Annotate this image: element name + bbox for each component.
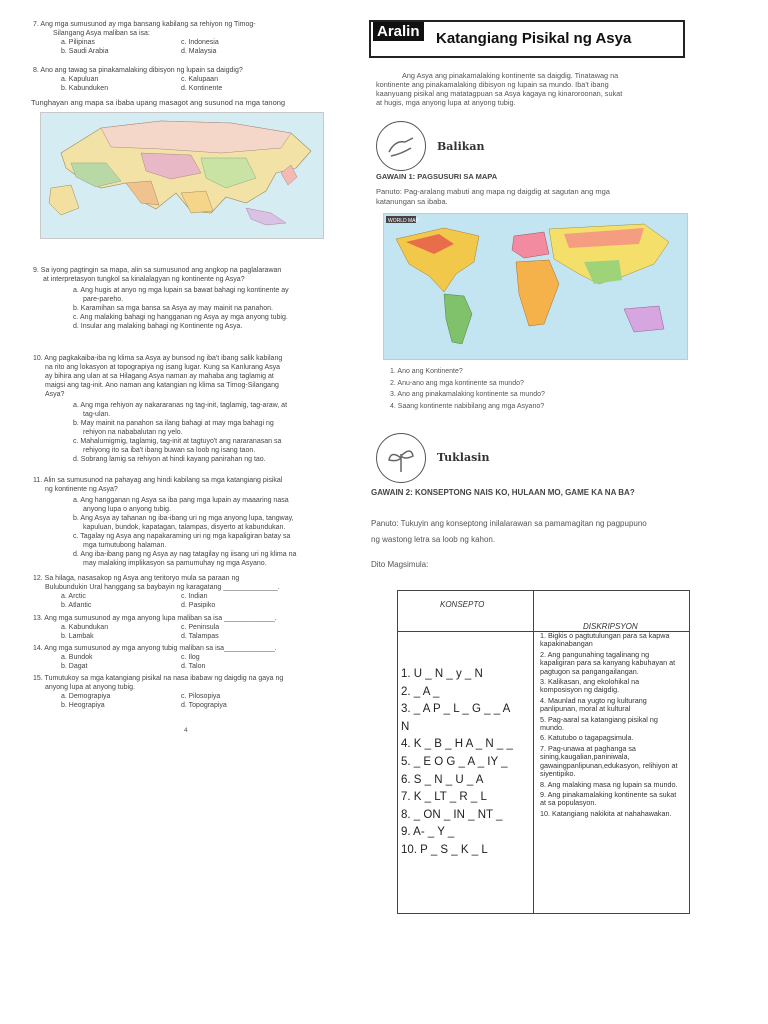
clue-item: 9. A- _ Y _ [401,826,455,839]
option: d. Pasipiko [181,602,216,609]
dito-magsimula: Dito Magsimula: [371,560,429,569]
description-item: 3. Kalikasan, ang ekolohikal na komposisyon ng daigdig. [540,677,640,695]
question-10 [33,354,343,464]
question-14-stem: 14. Ang mga sumusunod ay mga anyong tubig maliban sa isa_____________. [33,645,277,652]
option: c. Pilosopiya [181,693,221,700]
question-10-line: maigsi ang tag-init. Ano naman ang katangian ng klima sa Timog-Silangang [45,382,279,389]
clue-item: 6. S _ N _ U _ A [401,773,484,786]
option: c. Tagalay ng Asya ang napakaraming uri ng mga kapaligiran batay sa [73,533,291,540]
option: b. Karamihan sa mga bansa sa Asya ay may mainit na panahon. [73,305,274,312]
option: d. Kontinente [181,85,223,92]
option: c. Indonesia [181,39,219,46]
description-item: 4. Maunlad na yugto ng kulturang panlipunan, moral at kultural [540,695,647,714]
option: b. Saudi Arabia [61,48,109,55]
question-8-stem: 8. Ano ang tawag sa pinakamalaking dibisyon ng lupain sa daigdig? [33,67,243,74]
question-item: 2. Anu-ano ang mga kontinente sa mundo? [390,379,524,387]
panuto-line: katanungan sa ibaba. [376,197,448,206]
tuklasin-plant-icon [376,433,426,483]
option: a. Ang hugis at anyo ng mga lupain sa bawat bahagi ng kontinente ay [73,287,289,294]
lesson-title: Katangiang Pisikal ng Asya [436,30,632,47]
option: c. Ang malaking bahagi ng hangganan ng Asya ay mga anyong tubig. [73,314,288,321]
option: a. Arctic [61,593,86,600]
option: anyong lupa o anyong tubig. [83,506,171,513]
option: c. Mahalumigmig, taglamig, tag-init at tagtuyo't ang nararanasan sa [73,438,282,445]
question-9 [33,266,343,331]
gawain-1-title: GAWAIN 1: PAGSUSURI SA MAPA [376,172,498,181]
option: d. Topograpiya [181,702,227,709]
question-12 [33,574,343,610]
table-head-konsepto: KONSEPTO [440,600,485,609]
balikan-hand-icon [376,121,426,171]
gawain-1-panuto [376,187,676,207]
option: a. Kabundukan [61,624,109,631]
question-7-stem-cont: Silangang Asya maliban sa isa: [53,30,150,37]
option: b. May mainit na panahon sa ilang bahagi at may mga bahagi ng [73,420,274,427]
option: c. Indian [181,593,208,600]
clue-item: 7. K _ LT _ R _ L [401,791,487,804]
panuto-line: Panuto: Tukuyin ang konseptong inilalarawan sa pamamagitan ng pagpupuno [371,519,647,528]
question-10-line: Asya? [45,391,65,398]
question-12-line: Bulubundukin Ural hanggang sa baybayin ng karagatang ______________. [45,584,280,591]
clue-item: 1. U _ N _ y _ N [401,668,483,680]
question-item: 3. Ano ang pinakamalaking kontinente sa mundo? [390,391,545,398]
question-9-stem: 9. Sa iyong pagtingin sa mapa, alin sa sumusunod ang angkop na paglalarawan [33,267,282,274]
intro-line: Ang Asya ang pinakamalaking kontinente sa daigdig. Tinatawag na [402,71,619,80]
clue-item: N [401,720,410,733]
clue-item: 10. P _ S _ K _ L [401,843,488,856]
question-13-stem: 13. Ang mga sumusunod ay mga anyong lupa maliban sa isa _____________. [33,615,277,622]
description-item: 10. Katangiang nakikita at nahahawakan. [540,808,672,818]
intro-line: kontinente ang pinakamalaking dibisyon ng lupain sa mundo. Iba't ibang [376,80,609,89]
option: d. Talon [181,663,206,670]
question-11-line: ng kontinente ng Asya? [45,486,118,493]
description-item: 5. Pag-aaral sa katangiang pisikal ng mundo. [540,714,658,733]
asia-map [40,112,324,239]
clue-item: 5. _ E O G _ A _ IY _ [401,755,508,768]
question-12-line: 12. Sa hilaga, nasasakop ng Asya ang teritoryo mula sa paraan ng [33,575,240,582]
clue-item: 8. _ ON _ IN _ NT _ [401,808,503,821]
page-number: 4 [184,727,188,734]
description-item: 6. Katutubo o tagapagsimula. [540,733,634,743]
option: b. Dagat [61,663,88,670]
option: c. Kalupaan [181,76,218,83]
description-item: 9. Ang pinakamalaking kontinente sa sukat at sa populasyon. [540,789,677,808]
question-7 [33,20,343,56]
option: may malaking implikasyon sa pamumuhay ng mga Asyano. [83,560,267,567]
description-item: 2. Ang pangunahing tagalinang ng kapaligiran para sa kanyang kabuhayan at pagtugon sa pangangailangan. [540,649,676,676]
option: b. Atlantic [61,602,92,609]
option: rehiyong ito sa iba't ibang buwan sa loob ng isang taon. [83,447,256,454]
option: pare-pareho. [83,296,124,303]
world-map-svg [384,214,687,359]
gawain-2-panuto [371,516,691,548]
panuto-line: Panuto: Pag-aralang mabuti ang mapa ng daigdig at sagutan ang mga [376,187,610,196]
option: d. Sobrang lamig sa rehiyon at hindi kayang panirahan ng tao. [73,456,266,463]
gawain-2-title: GAWAIN 2: KONSEPTONG NAIS KO, HULAAN MO, GAME KA NA BA? [371,488,635,497]
option: rehiyon na nababalutan ng yelo. [83,429,183,436]
question-item: 4. Saang kontinente nabibilang ang mga Asyano? [390,402,545,410]
tuklasin-title: Tuklasin [437,451,490,464]
question-13 [33,614,343,641]
option: b. Ang Asya ay tahanan ng iba-ibang uri ng mga anyong lupa, tangway, [73,515,294,522]
option: c. Ilog [181,654,200,661]
question-11-line: 11. Alin sa sumusunod na pahayag ang hindi kabilang sa mga katangiang pisikal [33,477,283,484]
question-10-line: na rito ang lokasyon at topograpiya ng isang lugar. Kung sa Kanlurang Asya [45,364,281,371]
world-map-label: WORLD MAP [388,218,419,224]
question-14 [33,644,343,671]
aralin-label: Aralin [373,22,424,41]
question-11 [33,476,343,568]
clue-item: 4. K _ B _ H A _ N _ _ [401,738,513,751]
option: a. Demograpiya [61,693,111,700]
option: b. Heograpiya [61,702,105,709]
option: mga tumutubong halaman. [83,542,167,549]
balikan-title: Balikan [437,140,485,153]
option: b. Kabunduken [61,85,109,92]
description-item: 7. Pag-unawa at paghanga sa sining,kaugalian,paniniwala, gawaingpanlipunan,edukasyon, relihiyon at siyentipiko. [540,743,678,779]
option: tag-ulan. [83,411,111,418]
option: kapuluan, bundok, kapatagan, talampas, disyerto at kabundukan. [83,524,286,531]
question-15-line: anyong lupa at anyong tubig. [45,684,135,691]
map-instruction: Tunghayan ang mapa sa ibaba upang masagot ang susunod na mga tanong [31,98,286,107]
question-15-line: 15. Tumutukoy sa mga katangiang pisikal na nasa ibabaw ng daigdig na gaya ng [33,675,284,682]
panuto-line: ng wastong letra sa loob ng kahon. [371,535,496,544]
option: a. Pilipinas [61,39,95,46]
option: a. Ang hangganan ng Asya sa iba pang mga lupain ay maaaring nasa [73,497,289,504]
clue-item: 3. _ A P _ L _ G _ _ A [401,703,511,716]
table-head-diskripsyon: DISKRIPSYON [583,622,638,631]
option: d. Malaysia [181,48,217,55]
question-7-stem: 7. Ang mga sumusunod ay mga bansang kabilang sa rehiyon ng Timog- [33,21,256,28]
asia-map-svg [41,113,323,238]
option: a. Bundok [61,654,93,661]
question-10-line: 10. Ang pagkakaiba-iba ng klima sa Asya ay bunsod ng iba't ibang salik kabilang [33,355,283,362]
option: d. Talampas [181,633,219,640]
option: d. Ang iba-ibang pang ng Asya ay nag tatagilay ng iisang uri ng klima na [73,551,297,558]
table-divider [533,591,534,913]
option: a. Kapuluan [61,76,99,83]
question-9-stem-cont: at interpretasyon tungkol sa kinalalagyan ng kontinente ng Asya? [43,276,245,283]
descriptions-list [540,632,682,820]
option: b. Lambak [61,633,94,640]
question-item: 1. Ano ang Kontinente? [390,368,463,375]
description-item: 1. Bigkis o pagtutulungan para sa kapwa kapakinabangan [540,631,670,649]
option: d. Insular ang malaking bahagi ng Kontinente ng Asya. [73,323,243,330]
intro-paragraph [376,71,676,107]
description-item: 8. Ang malaking masa ng lupain sa mundo. [540,779,678,789]
intro-line: kaanyuang pisikal ang matatagpuan sa Asya kagaya ng kinaroroonan, sukat [376,89,623,98]
clues-list [401,666,531,860]
intro-line: at hugis, mga anyong lupa at anyong tubig. [376,98,516,107]
clue-item: 2. _ A _ [401,685,440,698]
question-8 [33,66,343,93]
option: c. Peninsula [181,624,220,631]
world-map [383,213,688,360]
question-15 [33,674,343,710]
question-10-line: ay bihira ang ulan at sa Hilagang Asya naman ay mahaba ang taglamig at [45,373,274,380]
option: a. Ang mga rehiyon ay nakararanas ng tag-init, taglamig, tag-araw, at [73,402,288,409]
map-questions [390,366,545,412]
